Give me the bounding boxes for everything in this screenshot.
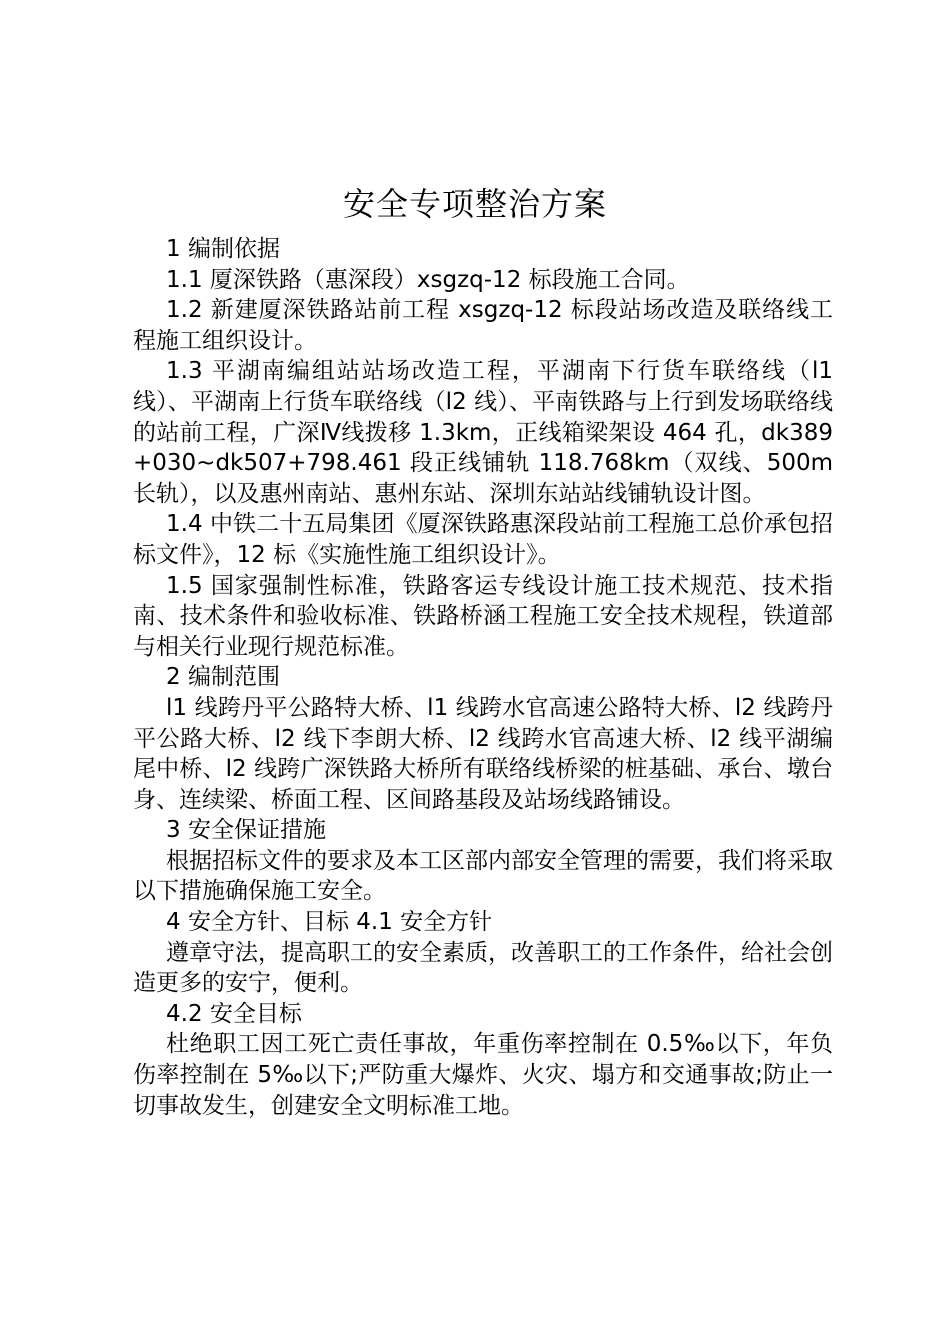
paragraph: 1.5 国家强制性标准，铁路客运专线设计施工技术规范、技术指南、技术条件和验收标准、铁路桥涵工程施工安全技术规程，铁道部与相关行业现行规范标准。 [133,572,833,660]
section-heading: 4 安全方针、目标 4.1 安全方针 [166,909,493,936]
section-heading: 4.2 安全目标 [166,1000,302,1027]
paragraph: 遵章守法，提高职工的安全素质，改善职工的工作条件，给社会创造更多的安宁，便利。 [133,939,833,997]
section-heading: 1 编制依据 [166,236,280,262]
document-body [133,234,833,1121]
paragraph: 1.3 平湖南编组站站场改造工程，平湖南下行货车联络线（l1 线）、平湖南上行货车联络线（l2 线）、平南铁路与上行到发场联络线的站前工程，广深Ⅳ线拨移 1.3km，正线箱梁架设 464 孔，dk389+030~dk507+798.461 段正线铺轨 118.768km（双线、500m 长轨），以及惠州南站、惠州东站、深圳东站站线铺轨设计图。 [133,358,833,507]
paragraph: 杜绝职工因工死亡责任事故，年重伤率控制在 0.5‰以下，年负伤率控制在 5‰以下;严防重大爆炸、火灾、塌方和交通事故;防止一切事故发生，创建安全文明标准工地。 [133,1031,833,1119]
paragraph: l1 线跨丹平公路特大桥、l1 线跨水官高速公路特大桥、l2 线跨丹平公路大桥、l2 线下李朗大桥、l2 线跨水官高速大桥、l2 线平湖编尾中桥、l2 线跨广深铁路大桥所有联络线桥梁的桩基础、承台、墩台身、连续梁、桥面工程、区间路基段及站场线路铺设。 [133,694,833,813]
paragraph: 1.4 中铁二十五局集团《厦深铁路惠深段站前工程施工总价承包招标文件》，12 标《实施性施工组织设计》。 [133,511,833,568]
section-heading: 3 安全保证措施 [166,817,326,844]
paragraph: 1.1 厦深铁路（惠深段）xsgzq-12 标段施工合同。 [166,266,690,293]
document-title: 安全专项整治方案 [342,185,607,223]
paragraph: 根据招标文件的要求及本工区部内部安全管理的需要，我们将采取以下措施确保施工安全。 [133,847,833,905]
section-heading: 2 编制范围 [166,664,280,691]
paragraph: 1.2 新建厦深铁路站前工程 xsgzq-12 标段站场改造及联络线工程施工组织设计。 [133,297,833,354]
